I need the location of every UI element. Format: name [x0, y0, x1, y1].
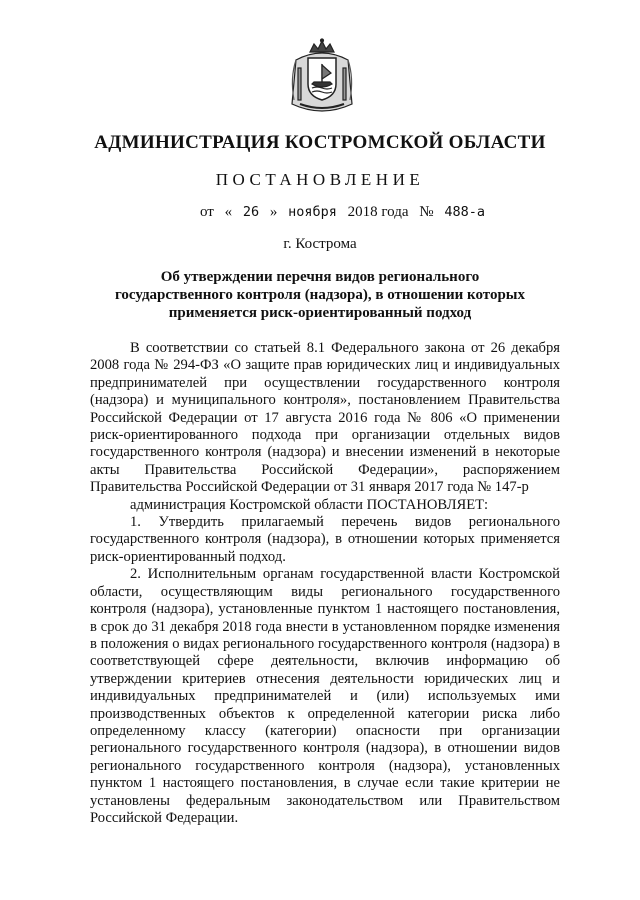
number-sign: №: [419, 204, 434, 220]
paragraph-resolves: администрация Костромской области ПОСТАНОВЛЯЕТ:: [130, 496, 489, 513]
date-prefix: от: [200, 204, 214, 220]
document-number: 488-а: [444, 204, 485, 220]
date-number-line: [200, 204, 530, 221]
paragraph-item-2: 2. Исполнительным органам государственной власти Костромской области, осуществляющим виды регионального государственного контроля (надзора), установленные пунктом 1 настоящего постановления, в срок до 31 декабря 2018 года внести в установленном порядке изменения в положения о видах регионального государственного контроля (надзора) в соответствующей сфере деятельности, включив информацию об утверждении критериев отнесения деятельности юридических лиц и индивидуальных предпринимателей и (или) используемых ими производственных объектов к определенной категории риска либо определенному классу (категории) опасности при организации регионального государственного контроля (надзора), в отношении видов регионального государственного контроля (надзора), установленных пунктом 1 настоящего постановления, в случае если такие критерии не установлены федеральным законодательством или Правительством Российской Федерации.: [90, 566, 560, 826]
city: г. Кострома: [283, 236, 357, 252]
date-day: 26: [242, 204, 260, 220]
kostroma-coat-of-arms-icon: [288, 38, 356, 116]
document-type: ПОСТАНОВЛЕНИЕ: [215, 170, 425, 189]
document-title: Об утверждении перечня видов регионального государственного контроля (надзора), в отношении которых применяется риск-ориентированный подход: [114, 269, 526, 321]
day-quote-open: «: [224, 204, 233, 220]
document-body: [90, 340, 560, 827]
date-year: 2018 года: [347, 204, 409, 220]
date-month: ноября: [288, 204, 337, 220]
paragraph-preamble: В соответствии со статьей 8.1 Федерального закона от 26 декабря 2008 года № 294-ФЗ «О защите прав юридических лиц и индивидуальных предпринимателей при осуществлении государственного контроля (надзора) и муниципального контроля», постановлением Правительства Российской Федерации от 17 августа 2016 года № 806 «О применении риск-ориентированного подхода при организации отдельных видов государственного контроля (надзора) и внесении изменений в некоторые акты Правительства Российской Федерации», распоряжением Правительства Российской Федерации от 31 января 2017 года № 147-р: [90, 340, 560, 496]
day-quote-close: »: [269, 204, 278, 220]
paragraph-item-1: 1. Утвердить прилагаемый перечень видов регионального государственного контроля (надзора), в отношении которых применяется риск-ориентированный подход.: [90, 514, 560, 565]
organization-name: АДМИНИСТРАЦИЯ КОСТРОМСКОЙ ОБЛАСТИ: [94, 132, 546, 153]
